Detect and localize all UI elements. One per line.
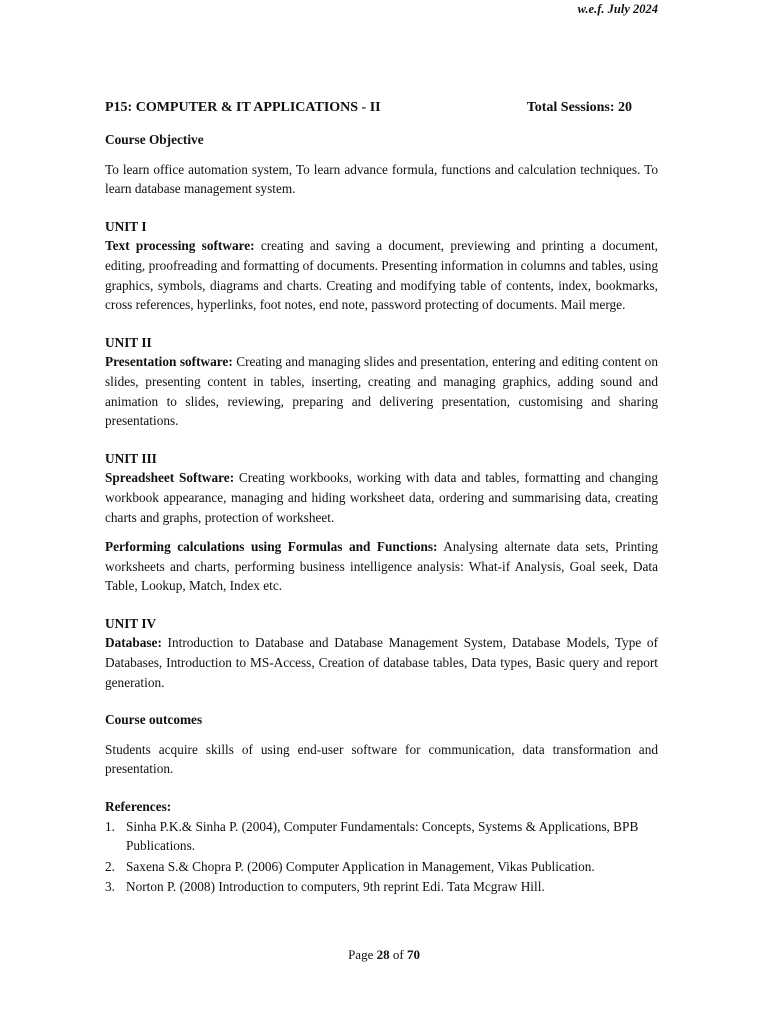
unit-4-lead: Database: [105,635,162,651]
unit-2-body: Creating and managing slides and presentation, entering and editing content on slides, presenting content in tables, inserting, creating and managing graphics, adding sound and animation to slides, reviewing, preparing and delivering presentation, customising and sharing presentations. [105,354,658,429]
unit-3-lead-2: Performing calculations using Formulas and Functions: [105,539,438,555]
unit-4-body: Introduction to Database and Database Management System, Database Models, Type of Databases, Introduction to MS-Access, Creation of database tables, Data types, Basic query and report generation. [105,635,658,690]
unit-3-text [105,468,658,527]
page-number: 28 [376,947,390,962]
unit-3-heading: UNIT III [105,450,157,466]
unit-3-body-2: Analysing alternate data sets, Printing worksheets and charts, performing business intelligence analysis: What-if Analysis, Goal seek, Data Table, Lookup, Match, Index etc. [105,539,658,594]
unit-2-lead: Presentation software: [105,354,233,370]
unit-1-text [105,236,658,314]
unit-3-text-2 [105,537,658,596]
references-list [105,817,658,897]
total-sessions: Total Sessions: 20 [526,100,632,115]
reference-text: Sinha P.K.& Sinha P. (2004), Computer Fundamentals: Concepts, Systems & Applications, BPB Publications. [126,818,639,854]
reference-item [105,817,658,856]
course-title: P15: COMPUTER & IT APPLICATIONS - II [105,100,381,115]
page-of: of [389,947,407,962]
reference-item [105,857,658,877]
page-total: 70 [406,947,420,962]
unit-1-heading: UNIT I [105,218,147,234]
document-body [105,98,658,898]
course-title-row [105,98,658,120]
reference-number: 3. [105,879,115,895]
reference-item [105,877,658,897]
reference-number: 2. [105,858,115,874]
objective-heading: Course Objective [105,132,204,147]
reference-text: Norton P. (2008) Introduction to computers, 9th reprint Edi. Tata Mcgraw Hill. [126,879,545,895]
unit-2-text [105,352,658,430]
objective-text: To learn office automation system, To learn advance formula, functions and calculation techniques. To learn database management system. [105,161,658,197]
outcomes-heading: Course outcomes [105,712,203,728]
reference-number: 1. [105,818,115,834]
effective-date: w.e.f. July 2024 [577,2,658,16]
unit-4-text [105,633,658,692]
page-prefix: Page [348,947,377,962]
references-heading: References: [105,799,172,815]
unit-3-lead: Spreadsheet Software: [105,470,235,486]
unit-1-lead: Text processing software: [105,238,255,254]
outcomes-text: Students acquire skills of using end-user software for communication, data transformation and presentation. [105,741,658,777]
unit-3-body: Creating workbooks, working with data and tables, formatting and changing workbook appearance, managing and hiding worksheet data, ordering and summarising data, creating charts and graphs, protection of worksheet. [105,470,658,525]
unit-1-body: creating and saving a document, previewing and printing a document, editing, proofreading and formatting of documents. Presenting information in columns and tables, using graphics, symbols, diagrams and charts. Creating and modifying table of contents, index, bookmarks, cross references, hyperlinks, foot notes, end note, password protecting of documents. Mail merge. [105,238,658,313]
unit-2-heading: UNIT II [105,334,152,350]
unit-4-heading: UNIT IV [105,615,157,631]
page-footer [0,945,768,965]
reference-text: Saxena S.& Chopra P. (2006) Computer Application in Management, Vikas Publication. [126,858,595,874]
